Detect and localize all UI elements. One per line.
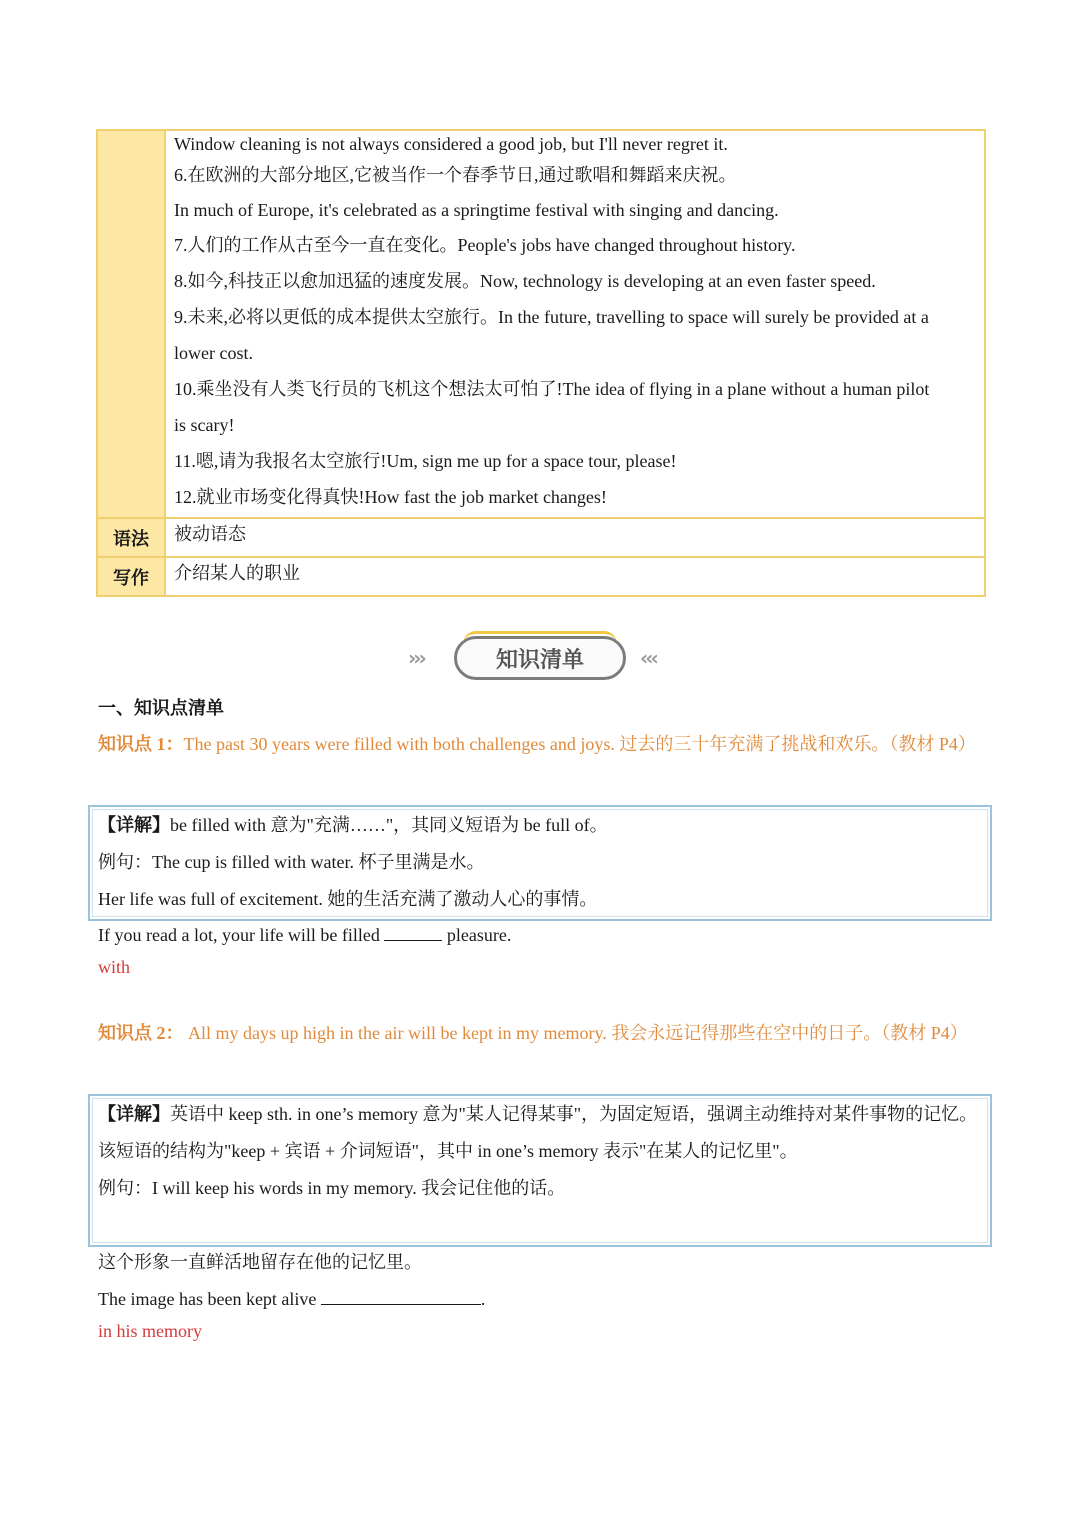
vocab-table — [96, 129, 986, 597]
sentences-cell — [166, 131, 984, 517]
grammar-value: 被动语态 — [174, 524, 246, 544]
knowledge-point-2 — [98, 1015, 984, 1052]
kp2-text: All my days up high in the air will be kept in my memory. 我会永远记得那些在空中的日子。（教材 P4） — [183, 1023, 968, 1043]
kp2-exercise-after: . — [480, 1289, 486, 1309]
kp2-box-line1-text: 英语中 keep sth. in one’s memory 意为"某人记得某事"，为固定短语，强调主动维持对某件事物的记忆。 — [170, 1104, 978, 1124]
sentence-line: In much of Europe, it's celebrated as a springtime festival with singing and dancing. — [174, 200, 779, 220]
kp2-exercise-before: The image has been kept alive — [98, 1289, 321, 1309]
writing-label: 写作 — [98, 558, 166, 595]
answer-blank[interactable] — [321, 1286, 481, 1305]
section-title: 一、知识点清单 — [98, 698, 224, 718]
sentence-line: 7.人们的工作从古至今一直在变化。People's jobs have changed throughout history. — [174, 235, 796, 255]
sentence-line: lower cost. — [174, 343, 253, 363]
chevrons-left-icon: ‹‹‹ — [640, 646, 656, 670]
kp2-explanation-box — [88, 1094, 992, 1247]
kp1-box-line2: 例句：The cup is filled with water. 杯子里满是水。 — [98, 852, 485, 872]
kp2-box-line3: 例句：I will keep his words in my memory. 我会记住他的话。 — [98, 1178, 566, 1198]
knowledge-point-1 — [98, 726, 984, 763]
sentence-line: 9.未来,必将以更低的成本提供太空旅行。In the future, travelling to space will surely be provided at a — [174, 307, 929, 327]
answer-blank[interactable] — [384, 922, 442, 941]
kp2-box-line1 — [98, 1096, 982, 1133]
kp2-box-line2: 该短语的结构为"keep + 宾语 + 介词短语"，其中 in one’s memory 表示"在某人的记忆里"。 — [98, 1141, 798, 1161]
kp1-explanation-box — [88, 805, 992, 921]
sentence-line: 6.在欧洲的大部分地区,它被当作一个春季节日,通过歌唱和舞蹈来庆祝。 — [174, 165, 737, 185]
banner-title: 知识清单 — [454, 636, 626, 680]
sentence-line: Window cleaning is not always considered a good job, but I'll never regret it. — [174, 134, 728, 154]
kp1-box-line1-text: be filled with 意为"充满……"，其同义短语为 be full of。 — [170, 815, 608, 835]
writing-value: 介绍某人的职业 — [174, 563, 300, 583]
sentence-line: is scary! — [174, 415, 235, 435]
grammar-label: 语法 — [98, 519, 166, 556]
detail-tag: 【详解】 — [98, 815, 170, 835]
kp1-label: 知识点 1： — [98, 734, 184, 754]
sentence-line: 12.就业市场变化得真快!How fast the job market changes! — [174, 487, 607, 507]
kp1-exercise — [98, 920, 511, 950]
table-row-sentences — [98, 131, 984, 517]
sentence-line: 8.如今,科技正以愈加迅猛的速度发展。Now, technology is developing at an even faster speed. — [174, 271, 876, 291]
chevrons-right-icon: ››› — [408, 646, 424, 670]
sentence-line: 11.嗯,请为我报名太空旅行!Um, sign me up for a space tour, please! — [174, 451, 677, 471]
kp2-answer: in his memory — [98, 1321, 202, 1341]
kp1-box-line1 — [98, 807, 982, 844]
section-banner — [408, 634, 672, 684]
kp1-exercise-after: pleasure. — [442, 925, 512, 945]
table-row-writing — [98, 556, 984, 595]
kp2-exercise — [98, 1284, 485, 1314]
kp2-label: 知识点 2： — [98, 1023, 184, 1043]
kp1-box-line3: Her life was full of excitement. 她的生活充满了激动人心的事情。 — [98, 889, 598, 909]
kp1-answer: with — [98, 957, 131, 977]
kp1-text: The past 30 years were filled with both challenges and joys. 过去的三十年充满了挑战和欢乐。（教材 P4） — [183, 734, 976, 754]
kp2-exercise-cn: 这个形象一直鲜活地留存在他的记忆里。 — [98, 1252, 422, 1272]
table-row-label-empty — [98, 131, 166, 517]
table-row-grammar — [98, 517, 984, 556]
sentence-line: 10.乘坐没有人类飞行员的飞机这个想法太可怕了!The idea of flying in a plane without a human pilot — [174, 379, 930, 399]
kp1-exercise-before: If you read a lot, your life will be filled — [98, 925, 385, 945]
detail-tag: 【详解】 — [98, 1104, 170, 1124]
